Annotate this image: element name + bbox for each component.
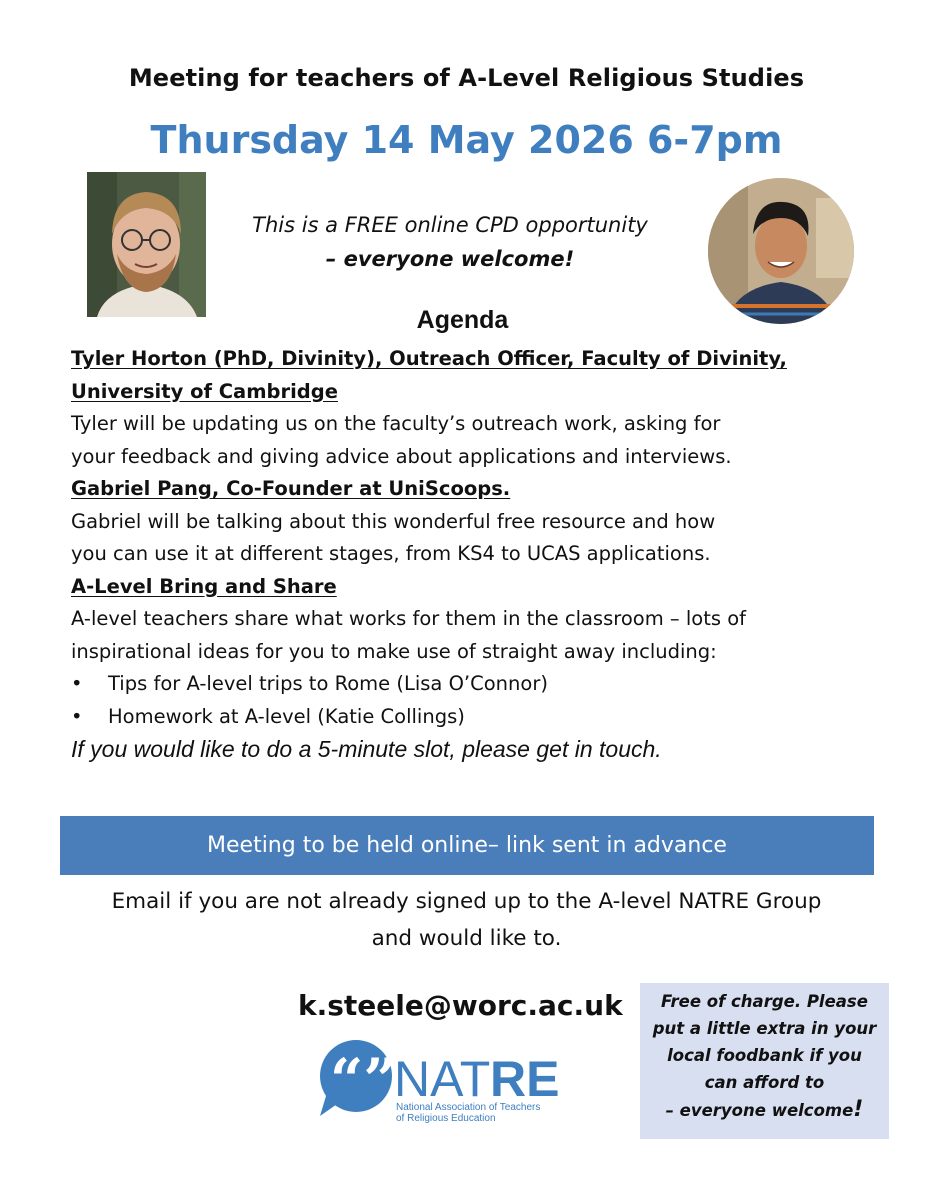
- bullet-icon: •: [71, 704, 83, 728]
- slot-note: If you would like to do a 5-minute slot, please get in touch.: [71, 736, 662, 762]
- meeting-title: Meeting for teachers of A-Level Religious Studies: [128, 64, 805, 92]
- signup-note: [0, 883, 933, 957]
- speech-quote-icon: [320, 1040, 397, 1116]
- logo-subtitle: National Association of Teachers: [396, 1102, 541, 1113]
- note-line: put a little extra in your: [652, 1019, 877, 1038]
- natre-logo: [318, 1038, 578, 1128]
- speaker1-heading-cont: University of Cambridge: [71, 379, 338, 403]
- speaker-photo-tyler: [87, 172, 206, 317]
- signup-line-cont: and would like to.: [371, 926, 562, 951]
- meeting-date: Thursday 14 May 2026 6-7pm: [150, 118, 783, 162]
- speaker2-desc: Gabriel will be talking about this wonderful free resource and how: [71, 509, 716, 533]
- session3-bullets: [71, 668, 861, 733]
- note-line: Free of charge. Please: [661, 992, 868, 1011]
- bullet-text: Homework at A-level (Katie Collings): [108, 704, 465, 728]
- agenda-body: [71, 343, 861, 766]
- note-line: can afford to: [704, 1073, 825, 1092]
- bullet-text: Tips for A-level trips to Rome (Lisa O’Connor): [108, 672, 548, 695]
- speaker2-desc-cont: you can use it at different stages, from KS4 to UCAS applications.: [71, 542, 711, 565]
- note-welcome: – everyone welcome: [665, 1101, 854, 1120]
- logo-name-part2: RE: [490, 1051, 560, 1107]
- speaker-photo-gabriel: [708, 178, 854, 324]
- session3-desc: A-level teachers share what works for them in the classroom – lots of: [71, 607, 746, 630]
- contact-email[interactable]: k.steele@worc.ac.uk: [298, 989, 623, 1022]
- speaker2-heading: Gabriel Pang, Co-Founder at UniScoops.: [71, 477, 511, 500]
- logo-name-part1: NAT: [394, 1051, 491, 1107]
- svg-text:“”: “”: [330, 1046, 397, 1114]
- foodbank-note: [640, 983, 889, 1139]
- note-line-last: [640, 1096, 889, 1124]
- speaker1-desc-cont: your feedback and giving advice about applications and interviews.: [71, 444, 732, 468]
- list-item: [71, 701, 861, 734]
- online-banner: Meeting to be held online– link sent in advance: [60, 816, 874, 875]
- agenda-title: Agenda: [416, 306, 509, 334]
- speaker1-heading: Tyler Horton (PhD, Divinity), Outreach Officer, Faculty of Divinity,: [71, 347, 787, 370]
- cpd-intro: [210, 208, 690, 276]
- session3-desc-cont: inspirational ideas for you to make use of straight away including:: [71, 639, 717, 663]
- welcome-line: – everyone welcome!: [325, 247, 575, 271]
- list-item: [71, 668, 861, 701]
- speaker1-desc: Tyler will be updating us on the faculty’s outreach work, asking for: [71, 412, 721, 435]
- cpd-line: This is a FREE online CPD opportunity: [252, 213, 648, 237]
- note-exclamation: !: [853, 1097, 864, 1122]
- note-line: local foodbank if you: [667, 1046, 862, 1065]
- session3-heading: A-Level Bring and Share: [71, 574, 337, 598]
- logo-subtitle-cont: of Religious Education: [396, 1113, 496, 1124]
- signup-line: Email if you are not already signed up to the A-level NATRE Group: [111, 889, 822, 914]
- bullet-icon: •: [71, 672, 83, 695]
